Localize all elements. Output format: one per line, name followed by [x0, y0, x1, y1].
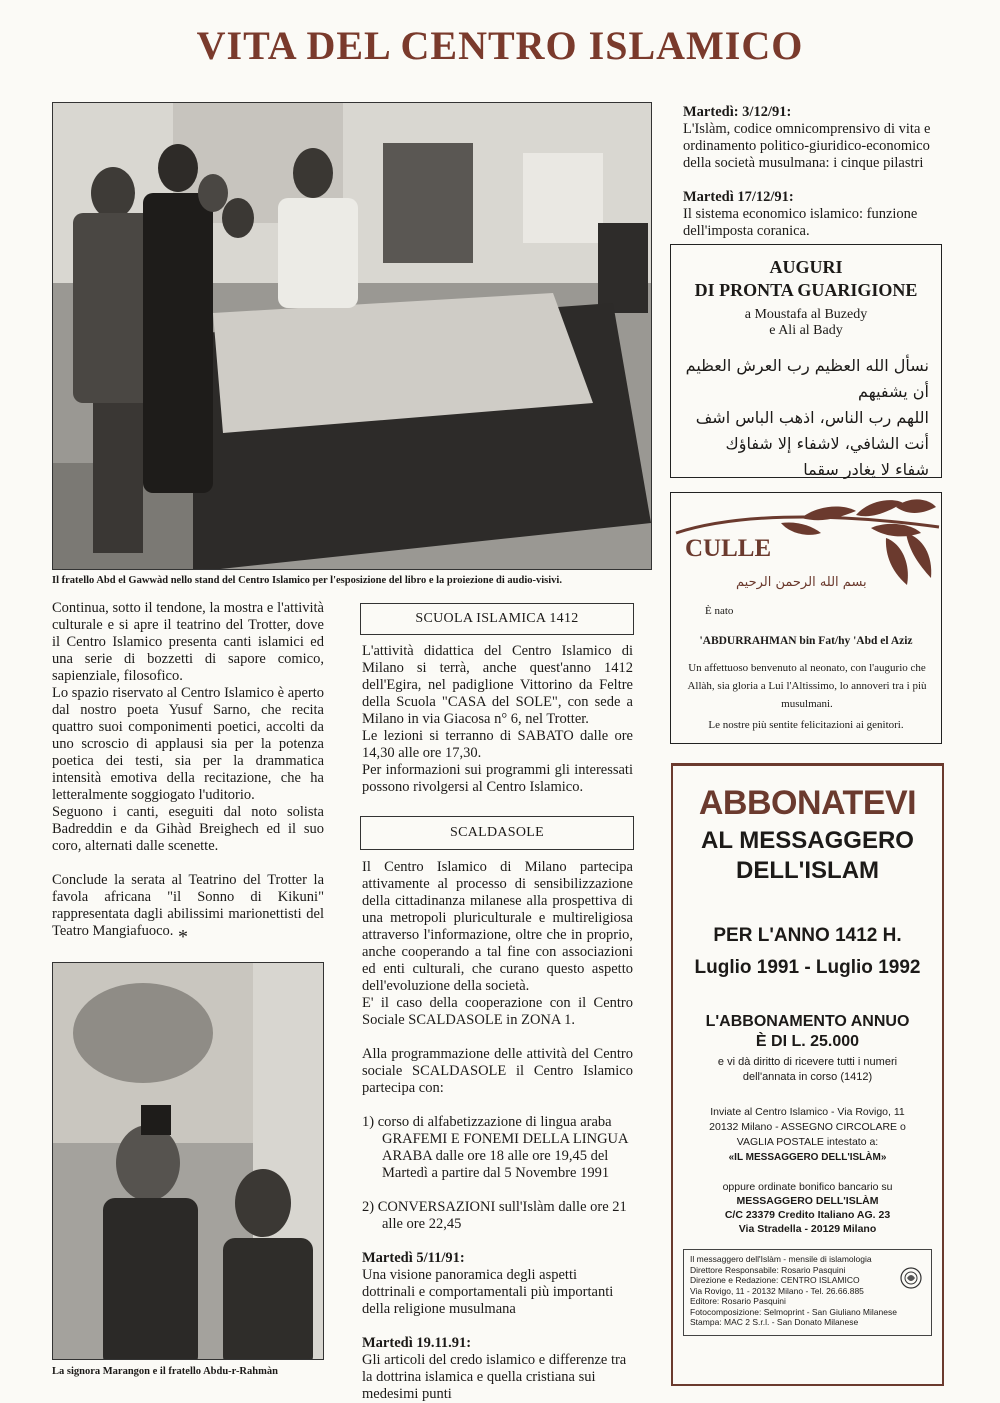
- subscription-headline: ABBONATEVI: [698, 784, 917, 822]
- auguri-recipient: a Moustafa al Buzedy: [744, 307, 868, 322]
- schedule-date: Martedì: 3/12/91:: [683, 104, 792, 120]
- colophon-line: Via Rovigo, 11 - 20132 Milano - Tel. 26.66.885: [690, 1285, 864, 1296]
- colophon-line: Editore: Rosario Pasquini: [690, 1296, 786, 1306]
- scuola-paragraph: Le lezioni si terranno di SABATO dalle ore 14,30 alle ore 17,30.: [362, 728, 633, 761]
- portrait-photo-illustration: [53, 963, 323, 1359]
- scaldasole-item: 1) corso di alfabetizzazione di lingua araba GRAFEMI E FONEMI DELLA LINGUA ARABA dalle ore 18 alle ore 19,45 del Martedì a partire dal 5 Novembre 1991: [362, 1114, 628, 1181]
- conversation-text: Gli articoli del credo islamico e differenze tra la dottrina islamica e quella cristiana sui medesimi punti: [362, 1352, 627, 1402]
- scaldasole-paragraph: Alla programmazione delle attività del Centro sociale SCALDASOLE il Centro Islamico partecipa con:: [362, 1046, 633, 1096]
- conversation-text: Una visione panoramica degli aspetti dottrinali e comportamentali più importanti della religione musulmana: [362, 1267, 614, 1317]
- arabic-line: شفاء لا يغادر سقما: [803, 460, 929, 479]
- auguri-recipient: e Ali al Bady: [769, 323, 843, 338]
- stand-photo-caption: Il fratello Abd el Gawwàd nello stand del Centro Islamico per l'esposizione del libro e la proiezione di audio-visivi.: [52, 575, 562, 586]
- schedule-text: Il sistema economico islamico: funzione dell'imposta coranica.: [683, 206, 918, 239]
- page-title: VITA DEL CENTRO ISLAMICO: [196, 23, 804, 68]
- subscription-year: PER L'ANNO 1412 H.: [713, 925, 902, 946]
- auguri-arabic-prayer: [683, 353, 929, 483]
- colophon: [683, 1249, 932, 1336]
- auguri-box: [670, 244, 942, 478]
- bank-details: Via Stradella - 20129 Milano: [738, 1223, 877, 1235]
- culle-congratulations: Le nostre più sentite felicitazioni ai genitori.: [708, 719, 904, 731]
- colophon-line: Direzione e Redazione: CENTRO ISLAMICO: [690, 1275, 860, 1285]
- colophon-line: Il messaggero dell'Islàm - mensile di islamologia: [690, 1254, 872, 1264]
- subscription-rights: e vi dà diritto di ricevere tutti i numeri dell'annata in corso (1412): [717, 1056, 898, 1083]
- subscription-subtitle: DELL'ISLAM: [735, 857, 880, 884]
- auguri-subtitle: DI PRONTA GUARIGIONE: [694, 280, 918, 300]
- schedule-date: Martedì 17/12/91:: [683, 189, 794, 205]
- portrait-photo: [52, 962, 324, 1360]
- subscription-subtitle: AL MESSAGGERO: [701, 827, 914, 854]
- scuola-heading: SCUOLA ISLAMICA 1412: [360, 603, 634, 635]
- scuola-paragraph: Per informazioni sui programmi gli interessati possono rivolgersi al Centro Islamico.: [362, 762, 633, 795]
- newborn-name: 'ABDURRAHMAN bin Fat/hy 'Abd el Aziz: [699, 635, 913, 647]
- subscription-price: L'ABBONAMENTO ANNUO: [705, 1013, 910, 1030]
- conversation-date: Martedì 19.11.91:: [362, 1335, 472, 1351]
- subscription-price: È DI L. 25.000: [755, 1033, 860, 1050]
- scuola-paragraph: L'attività didattica del Centro Islamico di Milano si terrà, anche quest'anno 1412 dell'Egira, nel padiglione Vittorino da Feltre della Scuola "CASA del SOLE", con sede a Milano in via Giacosa n° 6, nel Trotter.: [362, 643, 633, 727]
- separator-asterisk: *: [178, 926, 188, 948]
- conversation-date: Martedì 5/11/91:: [362, 1250, 465, 1266]
- arabic-line: أنت الشافي، لاشفاء إلا شفاؤك: [725, 434, 929, 453]
- arabic-line: اللهم رب الناس، اذهب الباس اشف: [695, 408, 929, 427]
- basmala-calligraphy: بسم الله الرحمن الرحيم: [736, 575, 867, 590]
- left-article-paragraph: Seguono i canti, eseguiti dal noto solista Badreddin e da Gihàd Breighech ed il suo coro, alternati dalle scenette.: [52, 804, 324, 854]
- payment-payee: «IL MESSAGGERO DELL'ISLÀM»: [728, 1152, 887, 1163]
- left-article-paragraph: Conclude la serata al Teatrino del Trotter la favola africana "il Sonno di Kikuni" rappresentata dagli abilissimi marionettisti del Teatro Mangiafuoco.: [52, 872, 324, 939]
- bank-details: MESSAGGERO DELL'ISLÀM: [736, 1195, 879, 1207]
- culle-box: [670, 492, 942, 744]
- culle-title: CULLE: [685, 535, 772, 562]
- subscription-box: [671, 763, 944, 1386]
- left-article-paragraph: Lo spazio riservato al Centro Islamico è aperto dal nostro poeta Yusuf Sarno, che recita quattro suoi componimenti poetici, accolti da uno scroscio di applausi sia per la potenza poetica dei testi, sia per la drammatica intensità emotiva della recitazione, che ha letteralmente soggiogato l'uditorio.: [52, 685, 324, 803]
- stand-photo: [52, 102, 652, 570]
- scaldasole-paragraph: Il Centro Islamico di Milano partecipa attivamente al processo di sensibilizzazione della cittadinanza milanese alla prospettiva di una metropoli pluriculturale e multireligiosa attraverso l'informazione, oltre che in proprio, anche cooperando a tal fine con associazioni ed enti culturali, che curano questo aspetto dell'evoluzione della società.: [362, 859, 633, 994]
- bank-details: C/C 23379 Credito Italiano AG. 23: [724, 1209, 891, 1221]
- birth-announcement-label: È nato: [705, 605, 734, 617]
- scaldasole-paragraph: E' il caso della cooperazione con il Centro Sociale SCALDASOLE in ZONA 1.: [362, 995, 633, 1028]
- arabic-line: نسأل الله العظيم رب العرش العظيم: [685, 356, 929, 375]
- left-article: [52, 600, 324, 940]
- bank-transfer-label: oppure ordinate bonifico bancario su: [722, 1181, 893, 1193]
- scaldasole-item: 2) CONVERSAZIONI sull'Islàm dalle ore 21 alle ore 22,45: [362, 1199, 627, 1232]
- stand-photo-illustration: [53, 103, 651, 569]
- left-article-paragraph: Continua, sotto il tendone, la mostra e l'attività culturale e si apre il teatrino del Trotter, dove il Centro Islamico presenta canti islamici ed una serie di bozzetti di sapore comico, sapienziale, filosofico.: [52, 600, 324, 684]
- arabic-line: أن يشفيهم: [858, 382, 929, 401]
- colophon-line: Fotocomposizione: Selmoprint - San Giuliano Milanese: [690, 1306, 897, 1317]
- schedule-text: L'Islàm, codice omnicomprensivo di vita e ordinamento politico-giuridico-economico della società musulmana: i cinque pilastri: [683, 121, 931, 171]
- scaldasole-heading: SCALDASOLE: [360, 816, 634, 850]
- seal-icon: [899, 1266, 923, 1290]
- colophon-line: Stampa: MAC 2 S.r.l. - San Donato Milanese: [690, 1317, 859, 1327]
- scaldasole-article: [362, 859, 633, 1403]
- subscription-period: Luglio 1991 - Luglio 1992: [694, 957, 921, 978]
- payment-instructions: Inviate al Centro Islamico - Via Rovigo, 11 20132 Milano - ASSEGNO CIRCOLARE o VAGLIA POSTALE intestato a:: [709, 1106, 906, 1148]
- culle-message: Un affettuoso benvenuto al neonato, con l'augurio che Allàh, sia gloria a Lui l'Altissimo, lo annoveri tra i più musulmani.: [687, 662, 927, 710]
- portrait-photo-caption: La signora Marangon e il fratello Abdu-r-Rahmàn: [52, 1366, 278, 1377]
- schedule: [683, 104, 948, 240]
- scuola-article: [362, 643, 633, 796]
- colophon-line: Direttore Responsabile: Rosario Pasquini: [690, 1264, 846, 1275]
- auguri-title: AUGURI: [769, 257, 843, 277]
